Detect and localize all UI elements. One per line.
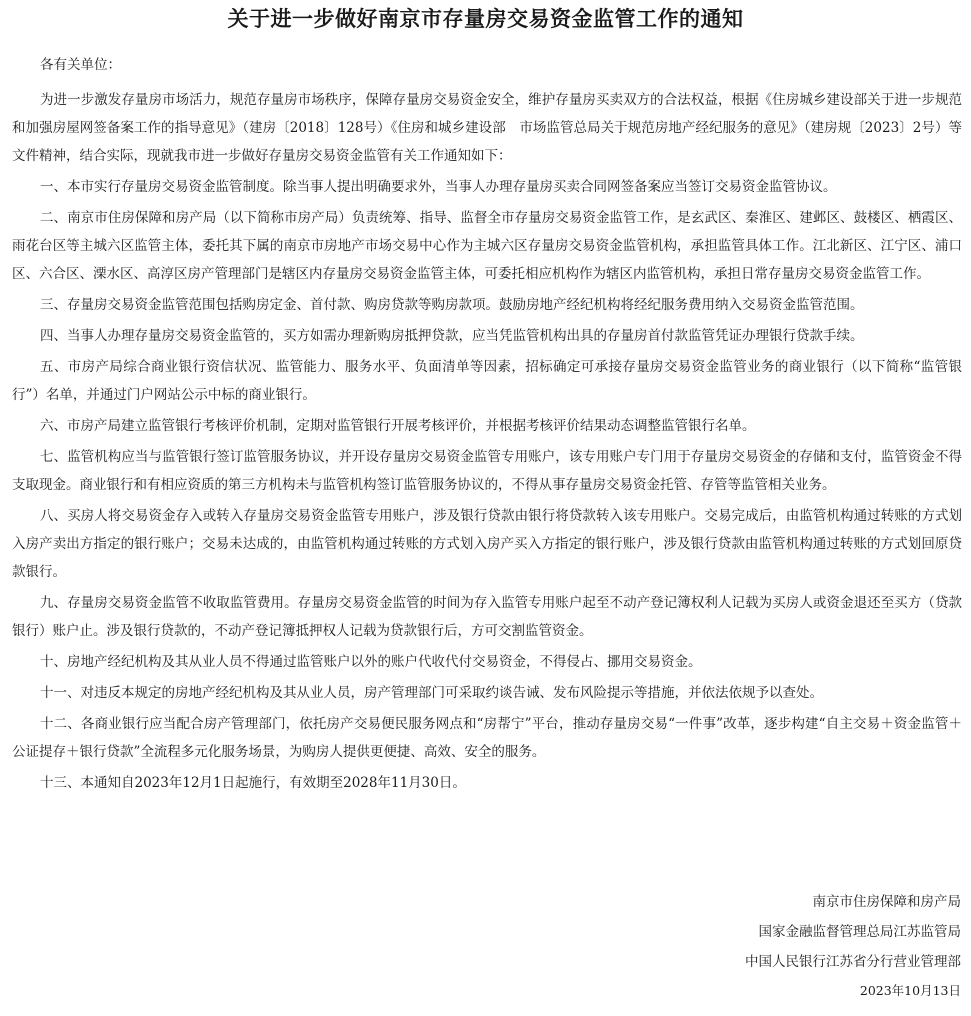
signature-block (745, 887, 961, 1005)
document-title: 关于进一步做好南京市存量房交易资金监管工作的通知 (227, 6, 744, 31)
paragraph-11: 十一、对违反本规定的房地产经纪机构及其从业人员，房产管理部门可采取约谈告诫、发布风险提示等措施，并依法依规予以查处。 (40, 685, 823, 701)
paragraph-12: 十二、各商业银行应当配合房产管理部门，依托房产交易便民服务网点和“房帮宁”平台，推动存量房交易“一件事”改革，逐步构建“自主交易＋资金监管＋公证提存＋银行贷款”全流程多元化服务场景，为购房人提供更便捷、高效、安全的服务。 (12, 716, 962, 760)
paragraph-8: 八、买房人将交易资金存入或转入存量房交易资金监管专用账户，涉及银行贷款由银行将贷款转入该专用账户。交易完成后，由监管机构通过转账的方式划入房产卖出方指定的银行账户；交易未达成的，由监管机构通过转账的方式划入房产买入方指定的银行账户，涉及银行贷款由监管机构通过转账的方式划回原贷款银行。 (12, 508, 962, 580)
paragraph-13: 十三、本通知自2023年12月1日起施行，有效期至2028年11月30日。 (40, 775, 466, 791)
paragraph-3: 三、存量房交易资金监管范围包括购房定金、首付款、购房贷款等购房款项。鼓励房地产经纪机构将经纪服务费用纳入交易资金监管范围。 (40, 297, 864, 313)
paragraph-6: 六、市房产局建立监管银行考核评价机制，定期对监管银行开展考核评价，并根据考核评价结果动态调整监管银行名单。 (40, 418, 756, 434)
signature-financial-regulator: 国家金融监督管理总局江苏监管局 (758, 924, 961, 940)
issue-date: 2023年10月13日 (859, 983, 961, 998)
paragraph-4: 四、当事人办理存量房交易资金监管的，买方如需办理新购房抵押贷款，应当凭监管机构出具的存量房首付款监管凭证办理银行贷款手续。 (40, 328, 864, 344)
document-body (12, 86, 962, 800)
paragraph-5: 五、市房产局综合商业银行资信状况、监管能力、服务水平、负面清单等因素，招标确定可承接存量房交易资金监管业务的商业银行（以下简称“监管银行”）名单，并通过门户网站公示中标的商业银行。 (12, 359, 962, 403)
paragraph-2: 二、南京市住房保障和房产局（以下简称市房产局）负责统筹、指导、监督全市存量房交易资金监管工作，是玄武区、秦淮区、建邺区、鼓楼区、栖霞区、雨花台区等主城六区监管主体，委托其下属的南京市房地产市场交易中心作为主城六区存量房交易资金监管机构，承担监管具体工作。江北新区、江宁区、浦口区、六合区、溧水区、高淳区房产管理部门是辖区内存量房交易资金监管主体，可委托相应机构作为辖区内监管机构，承担日常存量房交易资金监管工作。 (12, 210, 962, 282)
paragraph-10: 十、房地产经纪机构及其从业人员不得通过监管账户以外的账户代收代付交易资金，不得侵占、挪用交易资金。 (40, 654, 702, 670)
paragraph-9: 九、存量房交易资金监管不收取监管费用。存量房交易资金监管的时间为存入监管专用账户起至不动产登记簿权利人记载为买房人或资金退还至买方（贷款银行）账户止。涉及银行贷款的，不动产登记簿抵押权人记载为贷款银行后，方可交割监管资金。 (12, 595, 962, 639)
salutation: 各有关单位： (40, 57, 121, 73)
signature-pboc-branch: 中国人民银行江苏省分行营业管理部 (745, 954, 961, 970)
paragraph-1: 一、本市实行存量房交易资金监管制度。除当事人提出明确要求外，当事人办理存量房买卖合同网签备案应当签订交易资金监管协议。 (40, 179, 837, 195)
signature-housing-bureau: 南京市住房保障和房产局 (812, 894, 961, 910)
paragraph-intro: 为进一步激发存量房市场活力，规范存量房市场秩序，保障存量房交易资金安全，维护存量房买卖双方的合法权益，根据《住房城乡建设部关于进一步规范和加强房屋网签备案工作的指导意见》（建房〔2018〕128号）《住房和城乡建设部 市场监管总局关于规范房地产经纪服务的意见》（建房规〔2023〕2号）等文件精神，结合实际，现就我市进一步做好存量房交易资金监管有关工作通知如下： (12, 92, 962, 164)
paragraph-7: 七、监管机构应当与监管银行签订监管服务协议，并开设存量房交易资金监管专用账户，该专用账户专门用于存量房交易资金的存储和支付，监管资金不得支取现金。商业银行和有相应资质的第三方机构未与监管机构签订监管服务协议的，不得从事存量房交易资金托管、存管等监管相关业务。 (12, 449, 962, 493)
